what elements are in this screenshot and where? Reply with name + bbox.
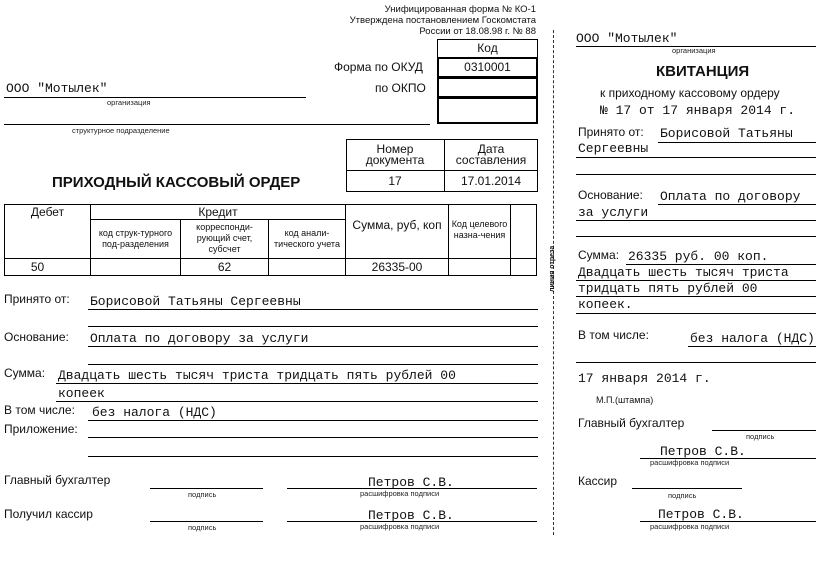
receipt-including-label: В том числе: [578, 328, 649, 342]
receipt-sum-4: копеек. [578, 297, 633, 312]
receipt-cashier-name: Петров С.В. [658, 507, 744, 522]
sum-label: Сумма: [4, 366, 46, 380]
chief-accountant-name: Петров С.В. [368, 475, 454, 490]
receipt-basis-1: Оплата по договору [660, 189, 801, 204]
received-from-value: Борисовой Татьяны Сергеевны [90, 294, 301, 309]
cut-line-label: линия отреза [549, 245, 556, 292]
cashier-name: Петров С.В. [368, 508, 454, 523]
receipt-cashier-label: Кассир [578, 474, 618, 488]
doc-number-value: 17 [388, 173, 402, 188]
doc-date-header: Дата составления [455, 142, 527, 167]
receipt-sum-1: 26335 руб. 00 коп. [628, 249, 769, 264]
attachment-label: Приложение: [4, 422, 78, 436]
cashier-decode-caption: расшифровка подписи [360, 522, 440, 531]
row-debit: 50 [30, 260, 45, 274]
row-purpose [449, 259, 510, 276]
okud-label: Форма по ОКУД [334, 60, 423, 74]
receipt-accountant-decode-caption: расшифровка подписи [650, 458, 730, 467]
receipt-basis-label: Основание: [578, 188, 643, 202]
row-analytic [269, 259, 345, 276]
credit-header: Кредит [198, 204, 238, 219]
cashier-received-label: Получил кассир [4, 507, 93, 521]
division-code-header: код струк-турного под-разделения [98, 227, 173, 249]
form-header-line2: Утверждена постановлением Госкомстата [349, 15, 536, 26]
code-header: Код [437, 39, 538, 58]
organization-caption: организация [107, 98, 151, 107]
doc-date-value: 17.01.2014 [460, 173, 522, 188]
receipt-title: КВИТАНЦИЯ [656, 63, 750, 80]
received-from-label: Принято от: [4, 292, 70, 306]
receipt-date: 17 января 2014 г. [578, 371, 711, 386]
receipt-sum-2: Двадцать шесть тысяч триста [578, 265, 789, 280]
sum-header: Сумма, руб, коп [352, 217, 442, 232]
receipt-accountant-label: Главный бухгалтер [578, 416, 685, 430]
receipt-received-from-label: Принято от: [578, 125, 644, 139]
okpo-label: по ОКПО [375, 81, 426, 95]
receipt-organization-caption: организация [672, 46, 716, 55]
including-label: В том числе: [4, 403, 75, 417]
receipt-organization-name: ООО "Мотылек" [576, 31, 678, 46]
okud-value: 0310001 [437, 57, 538, 78]
row-account: 62 [217, 260, 232, 274]
code-blank-box [437, 97, 538, 124]
accountant-decode-caption: расшифровка подписи [360, 489, 440, 498]
okpo-value [437, 77, 538, 98]
sum-words-line1: Двадцать шесть тысяч триста тридцать пять рублей 00 [58, 368, 456, 383]
doc-number-header: Номер документа [365, 142, 425, 167]
basis-label: Основание: [4, 330, 69, 344]
sum-words-line2: копеек [58, 386, 105, 401]
row-division [91, 259, 180, 276]
receipt-sum-label: Сумма: [578, 248, 620, 262]
document-title: ПРИХОДНЫЙ КАССОВЫЙ ОРДЕР [52, 174, 301, 191]
receipt-cashier-sign-caption: подпись [668, 491, 697, 500]
form-header-line3: России от 18.08.98 г. № 88 [419, 26, 536, 37]
receipt-sum-3: тридцать пять рублей 00 [578, 281, 758, 296]
receipt-accountant-sign-caption: подпись [746, 432, 775, 441]
receipt-including-value: без налога (НДС) [690, 331, 815, 346]
purpose-code-header: Код целевого назна-чения [451, 219, 508, 240]
including-value: без налога (НДС) [92, 405, 217, 420]
receipt-received-from-2: Сергеевны [578, 141, 649, 156]
receipt-received-from-1: Борисовой Татьяны [660, 126, 793, 141]
row-blank [511, 259, 537, 276]
receipt-to-order: к приходному кассовому ордеру [600, 86, 780, 100]
cashier-sign-caption: подпись [188, 523, 217, 532]
receipt-basis-2: за услуги [578, 205, 649, 220]
organization-name: ООО "Мотылек" [6, 81, 108, 96]
receipt-cashier-decode-caption: расшифровка подписи [650, 522, 730, 531]
chief-accountant-label: Главный бухгалтер [4, 473, 111, 487]
division-caption: структурное подразделение [72, 126, 170, 135]
receipt-stamp: М.П.(штампа) [596, 395, 654, 405]
debit-header: Дебет [30, 204, 65, 219]
analytic-code-header: код анали-тического учета [274, 227, 340, 249]
form-header-line1: Унифицированная форма № КО-1 [384, 4, 536, 15]
corr-account-header: корреспонди-рующий счет, субсчет [196, 222, 253, 254]
basis-value: Оплата по договору за услуги [90, 331, 309, 346]
row-sum: 26335-00 [371, 260, 423, 274]
accountant-sign-caption: подпись [188, 490, 217, 499]
receipt-accountant-name: Петров С.В. [660, 444, 746, 459]
receipt-order-number: № 17 от 17 января 2014 г. [600, 103, 796, 118]
